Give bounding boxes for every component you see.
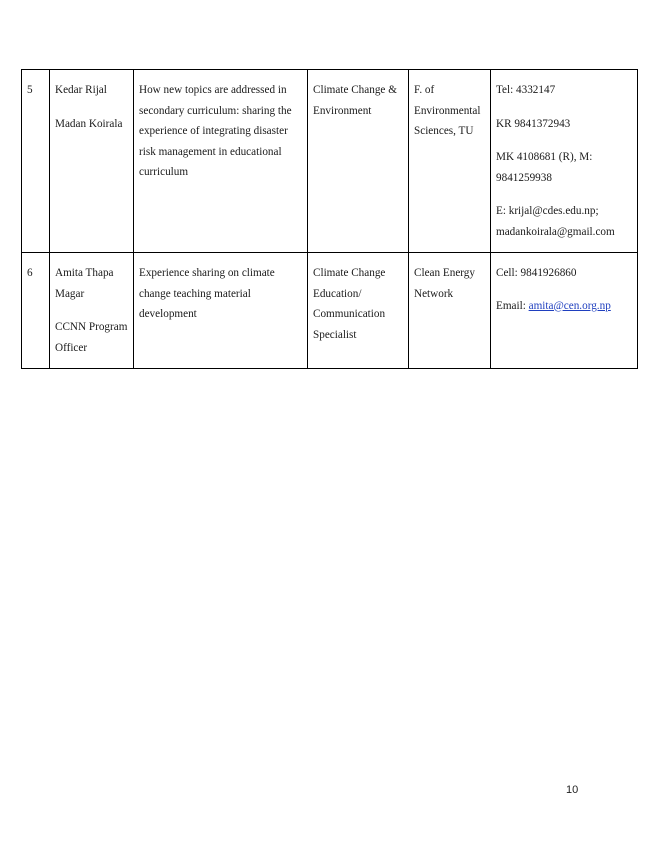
topic-cell: How new topics are addressed in secondary curriculum: sharing the experience of integrating disaster risk management in educational curriculum — [134, 70, 308, 253]
contact-line: KR 9841372943 — [496, 117, 571, 130]
email-link[interactable]: amita@cen.org.np — [528, 299, 611, 312]
person-name: Kedar Rijal — [55, 84, 107, 96]
contact-line: MK 4108681 (R), M: 9841259938 — [496, 151, 593, 184]
person-name: Madan Koirala — [55, 117, 123, 130]
contact-cell — [491, 253, 638, 369]
contact-line: E: krijal@cdes.edu.np; madankoirala@gmail.com — [496, 205, 615, 238]
organization-cell: Clean Energy Network — [409, 253, 491, 369]
row-number: 6 — [22, 253, 50, 369]
names-cell — [50, 70, 134, 253]
contact-line: Tel: 4332147 — [496, 84, 556, 96]
table-row — [22, 70, 638, 253]
area-cell: Climate Change Education/ Communication Specialist — [308, 253, 409, 369]
contact-line: Cell: 9841926860 — [496, 267, 577, 279]
resource-person-table — [21, 69, 638, 369]
person-name: Amita Thapa Magar — [55, 267, 114, 300]
names-cell — [50, 253, 134, 369]
table-row — [22, 253, 638, 369]
page-number: 10 — [566, 784, 579, 796]
person-title: CCNN Program Officer — [55, 321, 128, 354]
row-number: 5 — [22, 70, 50, 253]
organization-cell: F. of Environmental Sciences, TU — [409, 70, 491, 253]
contact-cell — [491, 70, 638, 253]
topic-cell: Experience sharing on climate change teaching material development — [134, 253, 308, 369]
area-cell: Climate Change & Environment — [308, 70, 409, 253]
email-line: Email: amita@cen.org.np — [496, 299, 611, 312]
